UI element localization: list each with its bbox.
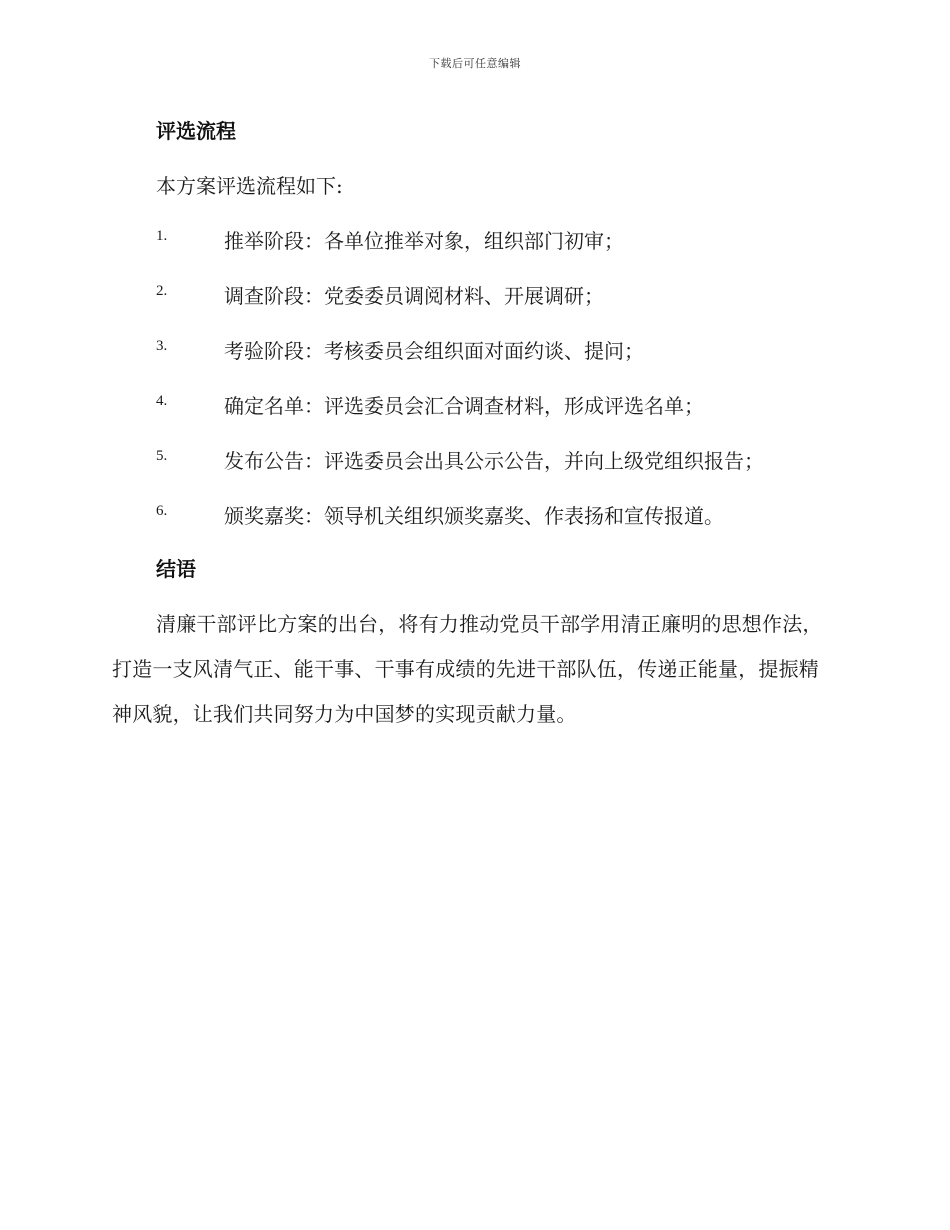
- list-item: [156, 445, 876, 500]
- list-item: [156, 335, 876, 390]
- process-intro: 本方案评选流程如下:: [156, 174, 343, 198]
- list-item: [156, 280, 876, 335]
- step-text: 发布公告：评选委员会出具公示公告，并向上级党组织报告；: [224, 449, 764, 473]
- process-steps-list: [156, 225, 876, 555]
- step-text: 确定名单：评选委员会汇合调查材料，形成评选名单；: [224, 394, 704, 418]
- step-number: 4.: [156, 393, 168, 409]
- step-text: 考验阶段：考核委员会组织面对面约谈、提问；: [224, 339, 644, 363]
- step-text: 推举阶段：各单位推举对象，组织部门初审；: [224, 229, 624, 253]
- step-number: 3.: [156, 338, 168, 354]
- step-number: 5.: [156, 448, 168, 464]
- step-number: 1.: [156, 228, 168, 244]
- step-text: 调查阶段：党委委员调阅材料、开展调研；: [224, 284, 604, 308]
- step-number: 2.: [156, 283, 168, 299]
- step-text: 颁奖嘉奖：领导机关组织颁奖嘉奖、作表扬和宣传报道。: [224, 504, 724, 528]
- process-heading: 评选流程: [156, 119, 236, 143]
- conclusion-paragraph: 清廉干部评比方案的出台，将有力推动党员干部学用清正廉明的思想作法，打造一支风清气正、能干事、干事有成绩的先进干部队伍，传递正能量，提振精神风貌，让我们共同努力为中国梦的实现贡献力量。: [112, 612, 823, 726]
- page-header-note: 下载后可任意编辑: [429, 57, 521, 70]
- conclusion-heading: 结语: [156, 557, 196, 581]
- list-item: [156, 500, 876, 555]
- list-item: [156, 225, 876, 280]
- list-item: [156, 390, 876, 445]
- step-number: 6.: [156, 503, 168, 519]
